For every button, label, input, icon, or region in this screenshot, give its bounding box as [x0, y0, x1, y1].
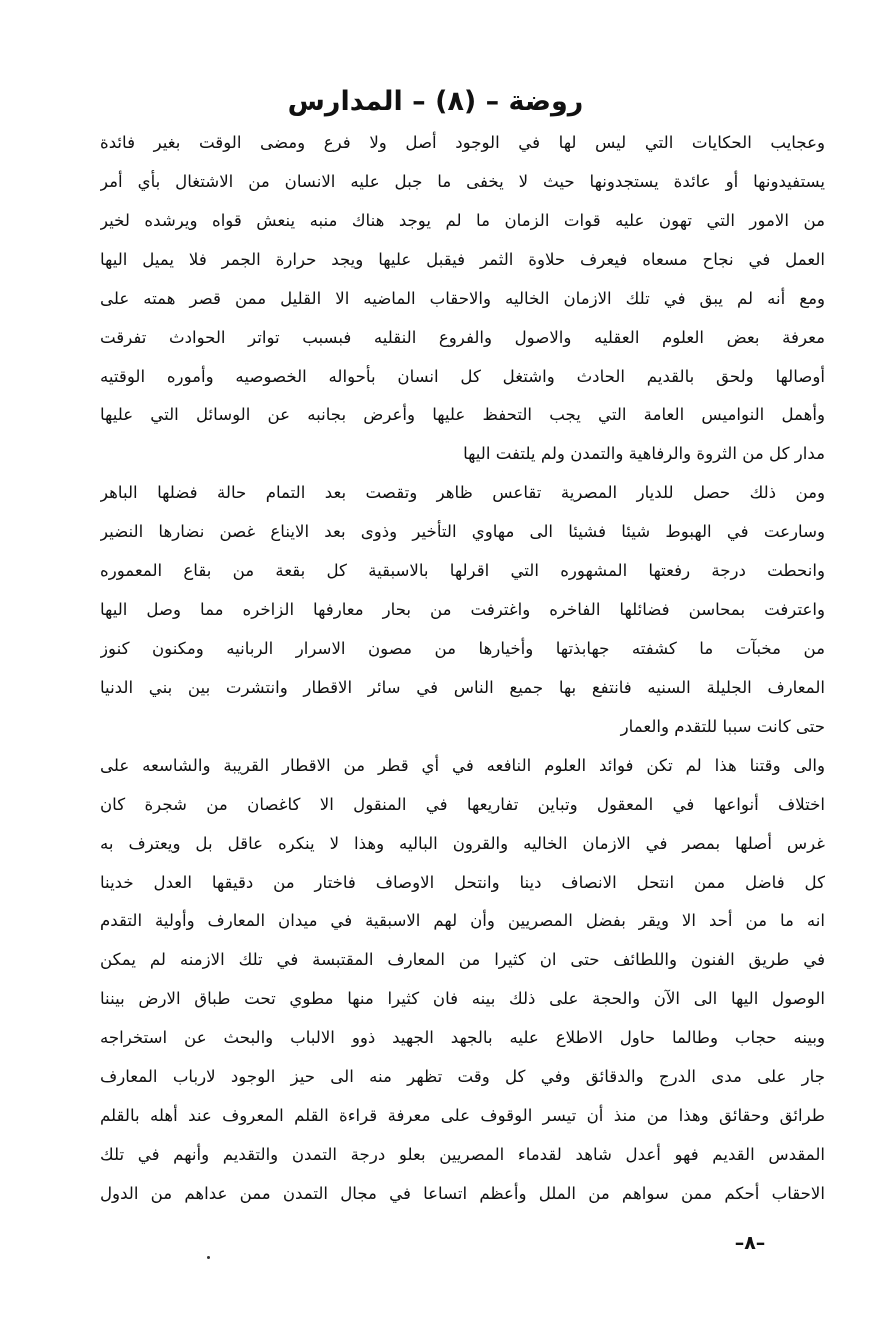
text-line: أوصالها ولحق بالقديم الحادث واشتغل كل انسان بأحواله الخصوصيه وأموره الوقتيه: [100, 366, 825, 386]
text-line: غرس أصلها بمصر في الازمان الخاليه والقرون الباليه وهذا لا ينكره عاقل بل ويعترف به: [100, 833, 825, 853]
text-line: المقدس القديم فهو أعدل شاهد لقدماء المصريين بعلو درجة التمدن والتقديم وأنهم في تلك: [100, 1144, 825, 1164]
text-line: الوصول اليها الى الآن والحجة على ذلك بينه فان كثيرا منها مطوي تحت طباق الارض بيننا: [100, 989, 825, 1009]
body-text: [100, 124, 825, 1214]
text-line: ومن ذلك حصل للديار المصرية تقاعس ظاهر وتقصت بعد التمام حالة فضلها الباهر: [100, 483, 825, 503]
text-line: اختلاف أنواعها في المعقول وتباين تفاريعها في المنقول الا كاغصان من شجرة كان: [100, 794, 825, 814]
text-line: جار على مدى الدرج والدقائق وفي كل وقت تظهر منه الى حيز الوجود لارباب المعارف: [100, 1067, 825, 1087]
ink-speck: [207, 1256, 210, 1259]
text-line: معرفة بعض العلوم العقليه والاصول والفروع النقليه فبسبب تواتر الحوادث تفرقت: [100, 327, 825, 347]
text-line: وبينه حجاب وطالما حاول الاطلاع عليه بالجهد الجهيد ذوو الالباب والبحث عن استخراجه: [100, 1028, 825, 1048]
text-line: والى وقتنا هذا لم تكن فوائد العلوم النافعه في أي قطر من الاقطار القريبة والشاسعه على: [100, 755, 825, 775]
text-line: في طريق الفنون واللطائف حتى ان كثيرا من المعارف المقتبسة في تلك الازمنه لم يمكن: [100, 950, 825, 970]
text-line: طرائق وحقائق وهذا من منذ أن تيسر الوقوف على معرفة قراءة القلم المعروف عند أهله بالقلم: [100, 1106, 825, 1126]
text-line: مدار كل من الثروة والرفاهية والتمدن ولم يلتفت اليها: [463, 444, 825, 464]
text-line: المعارف الجليلة السنيه فانتفع بها جميع الناس في سائر الاقطار وانتشرت بين بني الدنيا: [100, 677, 825, 697]
text-line: ومع أنه لم يبق في تلك الازمان الخاليه والاحقاب الماضيه الا القليل ممن قصر همته على: [100, 288, 825, 308]
page-number: –٨–: [734, 1232, 766, 1254]
text-line: واعترفت بمحاسن فضائلها الفاخره واغترفت من بحار معارفها الزاخره مما وصل اليها: [100, 600, 825, 620]
text-line: حتى كانت سببا للتقدم والعمار: [620, 716, 825, 736]
text-line: الاحقاب أحكم ممن سواهم من الملل وأعظم اتساعا في مجال التمدن ممن عداهم من الدول: [100, 1183, 825, 1203]
page-header: روضة – (٨) – المدارس: [287, 86, 584, 117]
text-line: وانحطت درجة رفعتها المشهوره التي اقرلها بالاسبقية كل بقعة من بقاع المعموره: [100, 561, 825, 581]
text-line: يستفيدونها أو عائدة يستجدونها حيث لا يخفى ما جبل عليه الانسان من الاشتغال بأي أمر: [100, 171, 825, 191]
text-line: كل فاضل ممن انتحل الانصاف دينا وانتحل الاوصاف فاختار من دقيقها العدل خدينا: [100, 872, 825, 892]
text-line: وعجايب الحكايات التي ليس لها في الوجود أصل ولا فرع ومضى الوقت بغير فائدة: [100, 133, 825, 152]
text-line: انه ما من أحد الا ويقر بفضل المصريين وأن لهم الاسبقية في ميدان المعارف وأولية التقدم: [100, 911, 825, 931]
text-line: وأهمل النواميس العامة التي يجب التحفظ عليها وأعرض بجانبه عن الوسائل التي عليها: [100, 405, 825, 425]
text-line: من مخبآت ما كشفته جهابذتها وأخيارها من مصون الاسرار الربانيه ومكنون كنوز: [100, 638, 825, 658]
text-line: وسارعت في الهبوط شيئا فشيئا الى مهاوي التأخير وذوى بعد الايناع غصن نضارها النضير: [100, 522, 825, 542]
text-line: من الامور التي تهون عليه قوات الزمان ما لم يوجد هناك منبه ينعش قواه ويرشده لخير: [100, 210, 825, 230]
text-line: العمل في نجاح مسعاه فيعرف حلاوة الثمر فيقبل عليها ويجد حرارة الجمر فلا يميل اليها: [100, 249, 825, 269]
